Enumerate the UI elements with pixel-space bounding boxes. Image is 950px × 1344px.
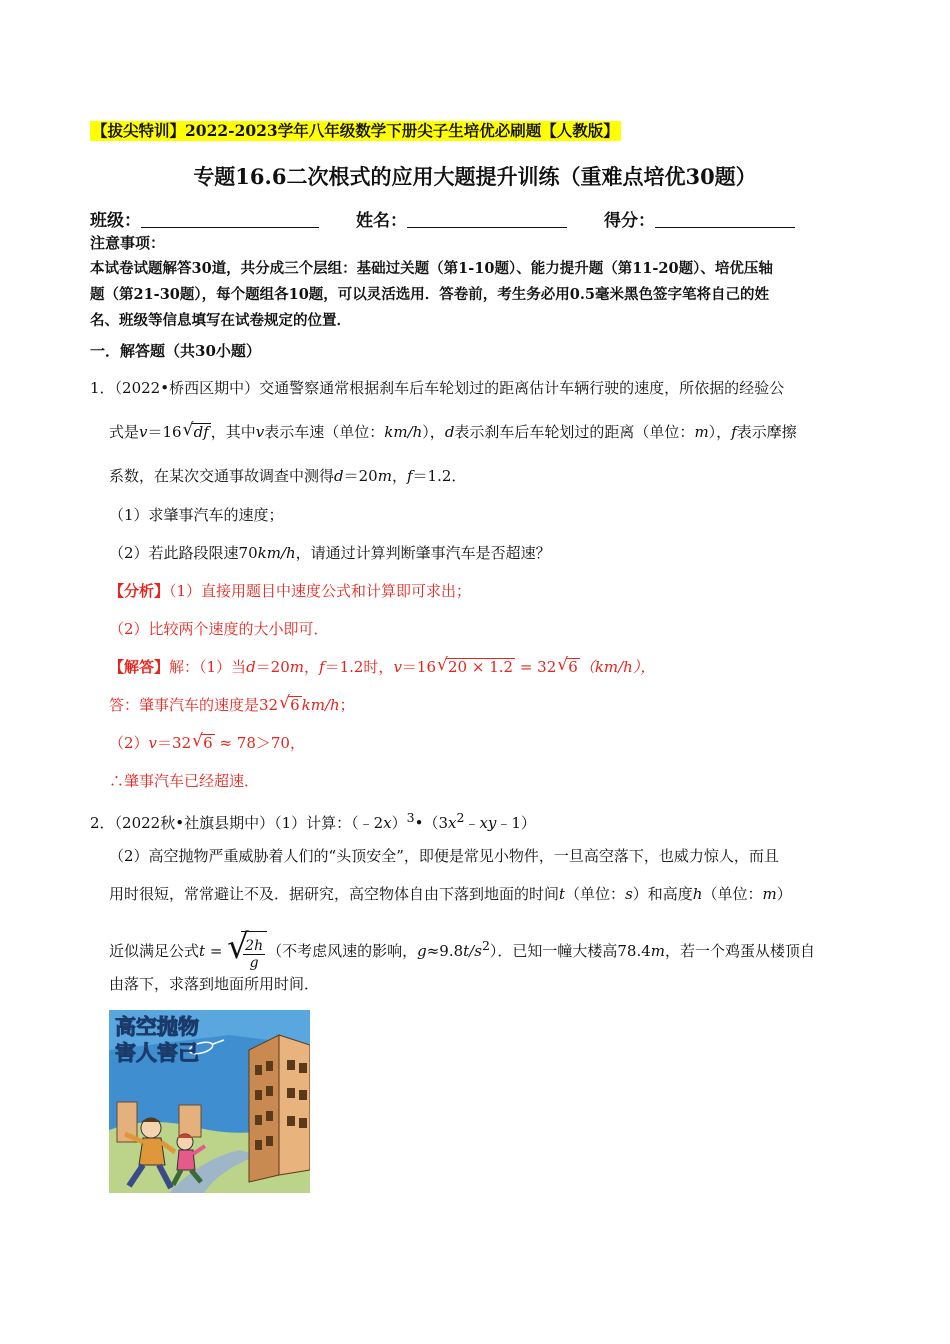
var: v [148,734,158,752]
sqrt: √ $\frac{2h}{g}$ [227,931,267,974]
high-altitude-throwing-illustration [109,1010,310,1193]
var: f [406,467,413,485]
text: （2） [109,734,149,752]
radicand: df [193,423,209,441]
text: ≈ 78＞70， [214,734,305,752]
exponent: 2 [456,810,465,825]
class-blank[interactable] [141,209,319,228]
unit: m [289,658,304,676]
sqrt: √ 6 [279,693,300,714]
notes-line: 题（第21-30题），每个题组各10题，可以灵活选用．答卷前，考生务必用0.5毫米黑色签字笔将自己的姓 [90,286,770,303]
text: •（3 [414,814,448,832]
text: 式是 [109,423,140,441]
q1-answer-2 [109,695,355,715]
var: t [559,885,566,903]
denominator: g [249,955,259,971]
unit: （km/h）， [579,658,656,676]
text: 答：肇事汽车的速度是32 [109,696,279,714]
sqrt: √ df [182,420,209,441]
unit: s [625,885,633,903]
sqrt: √ 20 × 1.2 [437,655,514,676]
radicand: 6 [290,696,300,714]
text: （2）若此路段限速70 [109,544,258,562]
text: = [205,942,228,960]
score-label: 得分： [604,211,655,231]
text: ＝16 [401,658,437,676]
class-label: 班级： [90,211,141,231]
unit: m [694,423,709,441]
var: x [448,814,457,832]
text: 表示车速（单位： [264,423,385,441]
class-field [90,206,319,231]
text: ） [776,885,792,903]
q1-answer-4: ∴肇事汽车已经超速． [109,772,260,790]
text: ， [391,467,407,485]
q1-line-1: 1．（2022•桥西区期中）交通警察通常根据刹车后车轮划过的距离估计车辆行驶的速度，所依据的经验公 [90,379,785,397]
text: 表示摩擦 [736,423,797,441]
illustration-caption-2: 害人害己 [115,1041,199,1065]
q1-line-2 [109,422,797,442]
section-heading: 一．解答题（共30小题） [90,342,261,360]
illustration-caption-1: 高空抛物 [115,1015,199,1039]
text: （单位： [565,885,626,903]
score-field [604,206,795,231]
text: ＝1.2时， [324,658,394,676]
text: ； [339,696,355,714]
unit: m [377,467,392,485]
var: g [417,942,427,960]
text: ）．已知一幢大楼高78.4 [489,942,651,960]
text: ＝1.2． [412,467,467,485]
text: ≈9.8 [426,942,464,960]
numerator: 2h [245,938,264,954]
q1-answer-1 [109,657,655,677]
var: h [692,885,703,903]
q1-part-2 [109,543,551,563]
unit: km/h [257,544,296,562]
notes-line: 名、班级等信息填写在试卷规定的位置． [90,312,351,329]
text: ）， [422,423,445,441]
banner: 【拔尖特训】2022-2023学年八年级数学下册尖子生培优必刷题【人教版】 [92,121,619,140]
text: 2．（2022秋•社旗县期中）（1）计算：（﹣2 [90,814,384,832]
q2-part2-line-4: 由落下，求落到地面所用时间． [109,975,320,993]
name-label: 姓名： [356,211,407,231]
q1-part-1: （1）求肇事汽车的速度； [109,506,284,524]
text: ）和高度 [632,885,693,903]
text: （1）直接用题目中速度公式和计算即可求出； [169,582,472,600]
unit: km/h [384,423,423,441]
text: 表示刹车后车轮划过的距离（单位： [454,423,695,441]
unit: m [650,942,666,960]
var: t [199,942,206,960]
text: ＝16 [147,423,182,441]
page-title: 专题16.6二次根式的应用大题提升训练（重难点培优30题） [193,164,757,189]
text: ＝20 [255,658,290,676]
text: （单位： [702,885,763,903]
text: （不考虑风速的影响， [267,942,418,960]
exponent: 2 [481,938,490,953]
unit: km/h [301,696,340,714]
exponent: 3 [406,810,415,825]
text: ，其中 [210,423,256,441]
q1-analysis-1 [109,581,471,601]
q1-analysis-2: （2）比较两个速度的大小即可． [109,620,329,638]
radicand: 20 × 1.2 [448,658,514,676]
var: v [393,658,402,676]
name-blank[interactable] [407,209,567,228]
text: ， [304,658,320,676]
text: = 32 [515,658,557,676]
var: d [334,467,344,485]
notes-line: 本试卷试题解答30道，共分成三个层组：基础过关题（第1-10题）、能力提升题（第11-20题）、培优压轴 [90,260,773,277]
small-building-mid [179,1105,201,1137]
q2-line-1 [90,808,536,833]
text: 系数，在某次交通事故调查中测得 [109,467,335,485]
var: d [444,423,455,441]
score-blank[interactable] [655,209,795,228]
sqrt: √ 6 [557,655,578,676]
text: ，若一个鸡蛋从楼顶自 [665,942,816,960]
unit: m [762,885,777,903]
text: 近似满足公式 [109,942,200,960]
var: v [255,423,265,441]
text: 解：（1）当 [169,658,247,676]
radicand: 6 [203,734,213,752]
radicand: 6 [568,658,578,676]
text: ﹣1） [496,814,536,832]
var: d [246,658,256,676]
text: ，请通过计算判断肇事汽车是否超速？ [295,544,551,562]
var: f [731,423,737,441]
text: ） [391,814,407,832]
var: x [383,814,392,832]
text: ﹣ [464,814,480,832]
name-field [356,206,567,231]
analysis-tag: 【分析】 [109,582,170,600]
var: f [319,658,325,676]
notes-heading: 注意事项： [90,234,166,252]
text: 用时很短，常常避让不及．据研究，高空物体自由下落到地面的时间 [109,885,560,903]
q1-line-3 [109,466,466,486]
q2-part2-line-2 [109,884,792,904]
tall-building-front [279,1035,310,1175]
q1-answer-3 [109,733,305,753]
text: ）， [708,423,732,441]
unit: t/s [463,942,482,960]
tall-building-side [249,1035,279,1182]
text: ＝32 [157,734,192,752]
q2-part2-line-1: （2）高空抛物严重威胁着人们的“头顶安全”，即便是常见小物件，一旦高空落下，也威力惊人，而且 [109,847,779,865]
var: xy [479,814,497,832]
var: v [139,423,148,441]
text: ＝20 [343,467,378,485]
answer-tag: 【解答】 [109,658,170,676]
sqrt: √ 6 [192,731,213,752]
q2-part2-line-3 [109,926,815,974]
